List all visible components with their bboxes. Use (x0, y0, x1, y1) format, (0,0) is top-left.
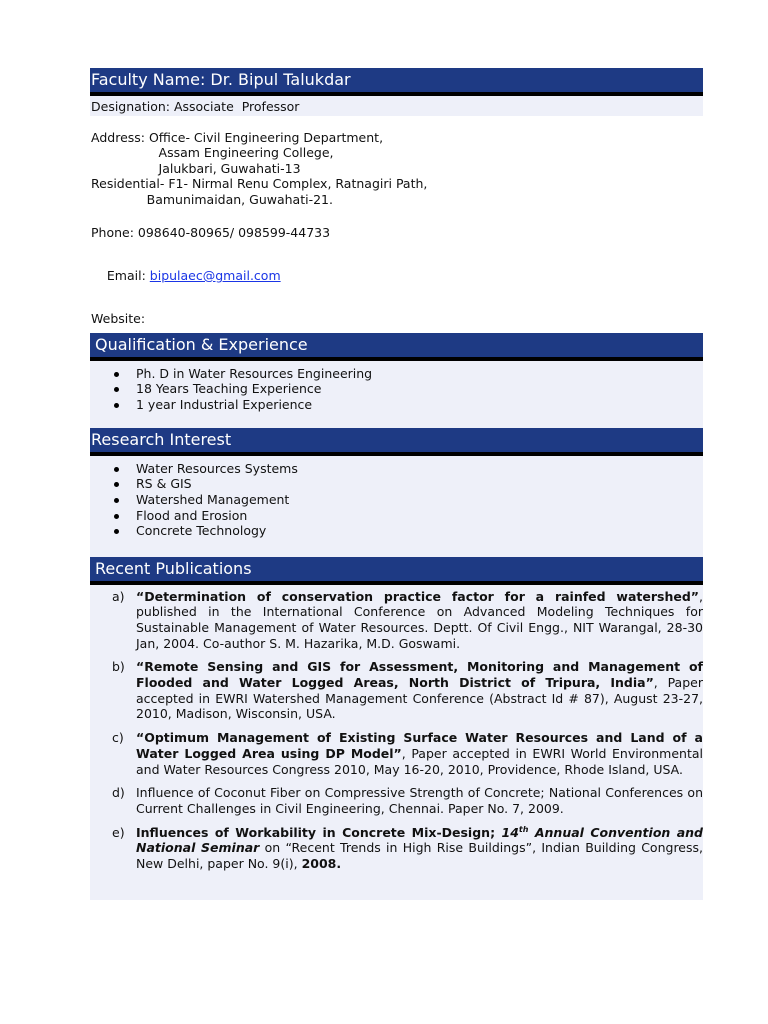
item-marker: d) (112, 785, 125, 801)
bullet-icon (114, 498, 119, 503)
bullet-icon (114, 514, 119, 519)
publications-list (90, 585, 703, 900)
bullet-icon (114, 482, 119, 487)
qualification-list (90, 361, 703, 413)
publication-details: , Paper accepted in EWRI Watershed Management Conference (Abstract Id # 87), August 23-27, 2010, Madison, Wisconsin, USA. (136, 675, 703, 722)
email-row (90, 253, 703, 300)
publication-item (90, 659, 703, 722)
bullet-icon (114, 372, 119, 377)
item-marker: b) (112, 659, 125, 675)
list-item-text: Watershed Management (136, 491, 290, 507)
publication-title: Influences of Workability in Concrete Mix-Design; (136, 824, 502, 840)
publication-item (90, 730, 703, 777)
ordinal-number: 14 (501, 824, 519, 840)
address-line: Assam Engineering College, (91, 145, 334, 160)
publication-item (90, 785, 703, 816)
publication-details: on “Recent Trends in High Rise Buildings”, Indian Building Congress, New Delhi, paper No. 9(i), (136, 840, 703, 872)
list-item-text: 18 Years Teaching Experience (136, 381, 322, 397)
publication-item (90, 589, 703, 652)
residential-line: Residential- F1- Nirmal Renu Complex, Ratnagiri Path, (91, 176, 428, 191)
list-item (90, 523, 703, 539)
list-item (90, 492, 703, 508)
list-item-text: Water Resources Systems (136, 460, 298, 476)
list-item-text: 1 year Industrial Experience (136, 396, 313, 412)
faculty-name-header: Faculty Name: Dr. Bipul Talukdar (90, 68, 703, 96)
address-line: Jalukbari, Guwahati-13 (91, 160, 301, 176)
list-item (90, 476, 703, 492)
list-item-text: RS & GIS (136, 476, 192, 492)
publication-title: “Determination of conservation practice factor for a rainfed watershed” (136, 588, 700, 604)
email-link[interactable]: bipulaec@gmail.com (149, 268, 281, 283)
qualification-section (90, 361, 703, 428)
address-line: Address: Office- Civil Engineering Department, (91, 129, 384, 145)
residential-line: Bamunimaidan, Guwahati-21. (91, 191, 333, 207)
email-label: Email: (106, 268, 150, 283)
phone: Phone: 098640-80965/ 098599-44733 (91, 225, 331, 240)
qualification-header: Qualification & Experience (90, 333, 703, 361)
item-marker: a) (112, 588, 125, 604)
designation: Designation: Associate Professor (90, 96, 703, 116)
research-header: Research Interest (90, 428, 703, 456)
event-name: Annual Convention and National Seminar (136, 824, 704, 856)
faculty-profile-page (90, 68, 703, 900)
ordinal-suffix: th (518, 824, 529, 834)
publication-title: “Remote Sensing and GIS for Assessment, Monitoring and Management of Flooded and Water Logged Areas, North District of Tripura, India” (136, 659, 703, 691)
research-list (90, 456, 703, 540)
list-item-text: Concrete Technology (136, 523, 267, 539)
publication-year: 2008. (301, 856, 342, 872)
item-marker: c) (112, 730, 124, 746)
list-item (90, 397, 703, 413)
item-marker: e) (112, 824, 125, 840)
list-item (90, 381, 703, 397)
bullet-icon (114, 467, 119, 472)
publication-title: “Optimum Management of Existing Surface Water Resources and Land of a Water Logged Area using DP Model” (136, 730, 703, 761)
publications-header: Recent Publications (90, 557, 703, 585)
list-item-text: Flood and Erosion (136, 507, 248, 523)
publication-item (90, 825, 703, 872)
address-block (90, 130, 703, 208)
bullet-icon (114, 529, 119, 534)
bullet-icon (114, 387, 119, 392)
website: Website: (91, 311, 146, 326)
publication-details: , Paper accepted in EWRI World Environmental and Water Resources Congress 2010, May 16-20, 2010, Providence, Rhode Island, USA. (136, 745, 703, 777)
publication-details: Influence of Coconut Fiber on Compressive Strength of Concrete; National Conferences on Current Challenges in Civil Engineering, Chennai. Paper No. 7, 2009. (136, 785, 703, 816)
list-item (90, 366, 703, 382)
list-item (90, 461, 703, 477)
publications-section (90, 585, 703, 900)
bullet-icon (114, 403, 119, 408)
publication-details: , published in the International Conference on Advanced Modeling Techniques for Sustainable Management of Water Resources. Deptt. Of Civil Engg., NIT Warangal, 28-30 Jan, 2004. Co-author S. M. Hazarika, M.D. Goswami. (136, 588, 703, 651)
list-item-text: Ph. D in Water Resources Engineering (136, 365, 373, 381)
list-item (90, 508, 703, 524)
research-section (90, 456, 703, 557)
